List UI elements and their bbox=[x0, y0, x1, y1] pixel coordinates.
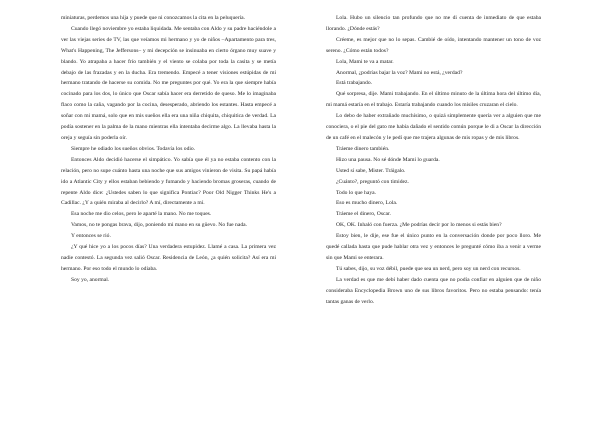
paragraph: Tráeme dinero también. bbox=[336, 145, 390, 152]
paragraph: Lola, Mami te va a matar. bbox=[336, 58, 394, 65]
paragraph: Créeme, es mejor que no lo sepas. Cambié de oído, intentando mantener un tono de voz sereno. ¿Cómo están todos? bbox=[326, 36, 541, 54]
paragraph: Todo lo que haya. bbox=[336, 189, 376, 196]
paragraph: Estoy bien, le dije, ese fue el único punto en la conversación donde por poco lloro. Me quedé callada hasta que pude hablar otra vez y entonces le pregunté cómo iba a venir a verme sin que Mami se enterara. bbox=[326, 233, 541, 261]
paragraph: Esa noche me dio celos, pero le aparté la mano. No me toques. bbox=[71, 211, 212, 218]
paragraph: Soy yo, anormal. bbox=[71, 276, 110, 283]
paragraph: Entonces Aldo decidió hacerse el simpático. Yo sabía que él ya no estaba contento con la relación, pero no supe cuánto hasta una noche que sus amigos vinieron de visita. Su papá había ido a Atlantic City y ellos estaban bebiendo y fumando y haciendo bromas groseras, cuando de repente Aldo dice: ¿Ustedes saben lo que significa Pontiac? Poor Old Nigger Thinks He's a Cadillac. ¿Y a quién miraba al decirlo? A mí, directamente a mí. bbox=[61, 156, 276, 207]
paragraph: miniaturas, perdemos una hija y puede que ni conozcamos la cita en la peluquería. bbox=[61, 15, 246, 21]
paragraph: ¿Y qué hice yo a los pocos días? Una verdadera estupidez. Llamé a casa. La primera vez nadie contestó. La segunda vez salió Oscar. Residencia de León, ¿a quién solicita? Así era mi hermano. Por eso todo el mundo lo odiaba. bbox=[61, 244, 276, 272]
paragraph: Eso es mucho dinero, Lola. bbox=[336, 200, 398, 207]
paragraph: Usted sí sabe, Mister. Tráigalo. bbox=[336, 167, 406, 174]
paragraph: Tráeme el dinero, Oscar. bbox=[336, 211, 391, 218]
paragraph: Hizo una pausa. No sé dónde Mami lo guarda. bbox=[336, 156, 440, 163]
paragraph: La verdad es que me debí haber dado cuenta que no podía confiar en alguien que de niño consideraba Encyclopedia Brown uno de sus libros favoritos. Pero no estaba pensando: tenía tantas ganas de verlo. bbox=[326, 276, 541, 305]
paragraph: ¿Cuánto?, preguntó con timidez. bbox=[336, 178, 409, 185]
paragraph: Cuando llegó noviembre yo estaba liquidada. Me sentaba con Aldo y su padre haciéndole a ver las viejas series de TV, las que veíamos mi hermano y yo de niños –Apartamento para tres, What's Happening, The Jeffersons– y mi decepción se insinuaba en cierto órgano muy suave y blando. Yo atrapaba a hacer frío también y el viento se colaba por toda la casita y se metía debajo de las frazadas y en la ducha. Era tremendo. Empecé a tener visiones estúpidas de mi hermano tratando de hacerse su comida. No me preguntes por qué. Yo era la que siempre había cocinado para los dos, lo único que Oscar sabía hacer era derretido de queso. Me lo imaginaba flaco como la caña, vagando por la cocina, desesperado, abriendo los estantes. Hasta empecé a soñar con mi mamá, solo que en mis sueños ella era una niña chiquita, chiquitica de verdad. La podía sostener en la palma de la mano mientras ella intentaba decirme algo. La llevaba hasta la oreja y seguía sin poderla oír. bbox=[61, 25, 276, 141]
paragraph: Qué sorpresa, dije. Mami trabajando. En el último minuto de la última hora del último día, mi mamá estaría en el trabajo. Estaría trabajando cuando los misiles cruzaran el cielo. bbox=[326, 91, 541, 109]
paragraph: Tú sabes, dijo, su voz débil, puede que sea un nerd, pero soy un nerd con recursos. bbox=[336, 265, 521, 272]
paragraph: Está trabajando. bbox=[336, 80, 373, 87]
paragraph: Siempre he odiado los sueños obvios. Todavía los odio. bbox=[71, 145, 196, 152]
paragraph: Lo debo de haber extrañado muchísimo, o quizá simplemente quería ver a alguien que me conociera, o el pie del gato me había dañado el sentido común porque le di a Oscar la dirección de un café en el malecón y le pedí que me trajera algunas de mis ropas y de mis libros. bbox=[326, 113, 541, 141]
paragraph: Anormal, ¿podrías bajar la voz? Mami no está, ¿verdad? bbox=[336, 69, 463, 76]
right-page bbox=[326, 13, 541, 307]
left-page bbox=[61, 13, 276, 286]
paragraph: Y entonces se rió. bbox=[71, 233, 111, 240]
paragraph: Lola. Hubo un silencio tan profundo que no me di cuenta de inmediato de que estaba llorando. ¿Dónde estás? bbox=[326, 15, 541, 32]
paragraph: OK, OK. Inhaló con fuerza. ¿Me podrías decir por lo menos si estás bien? bbox=[336, 222, 502, 229]
paragraph: Vamos, no te pongas brava, dijo, poniendo mi mano en su güevo. No fue nada. bbox=[71, 222, 248, 229]
